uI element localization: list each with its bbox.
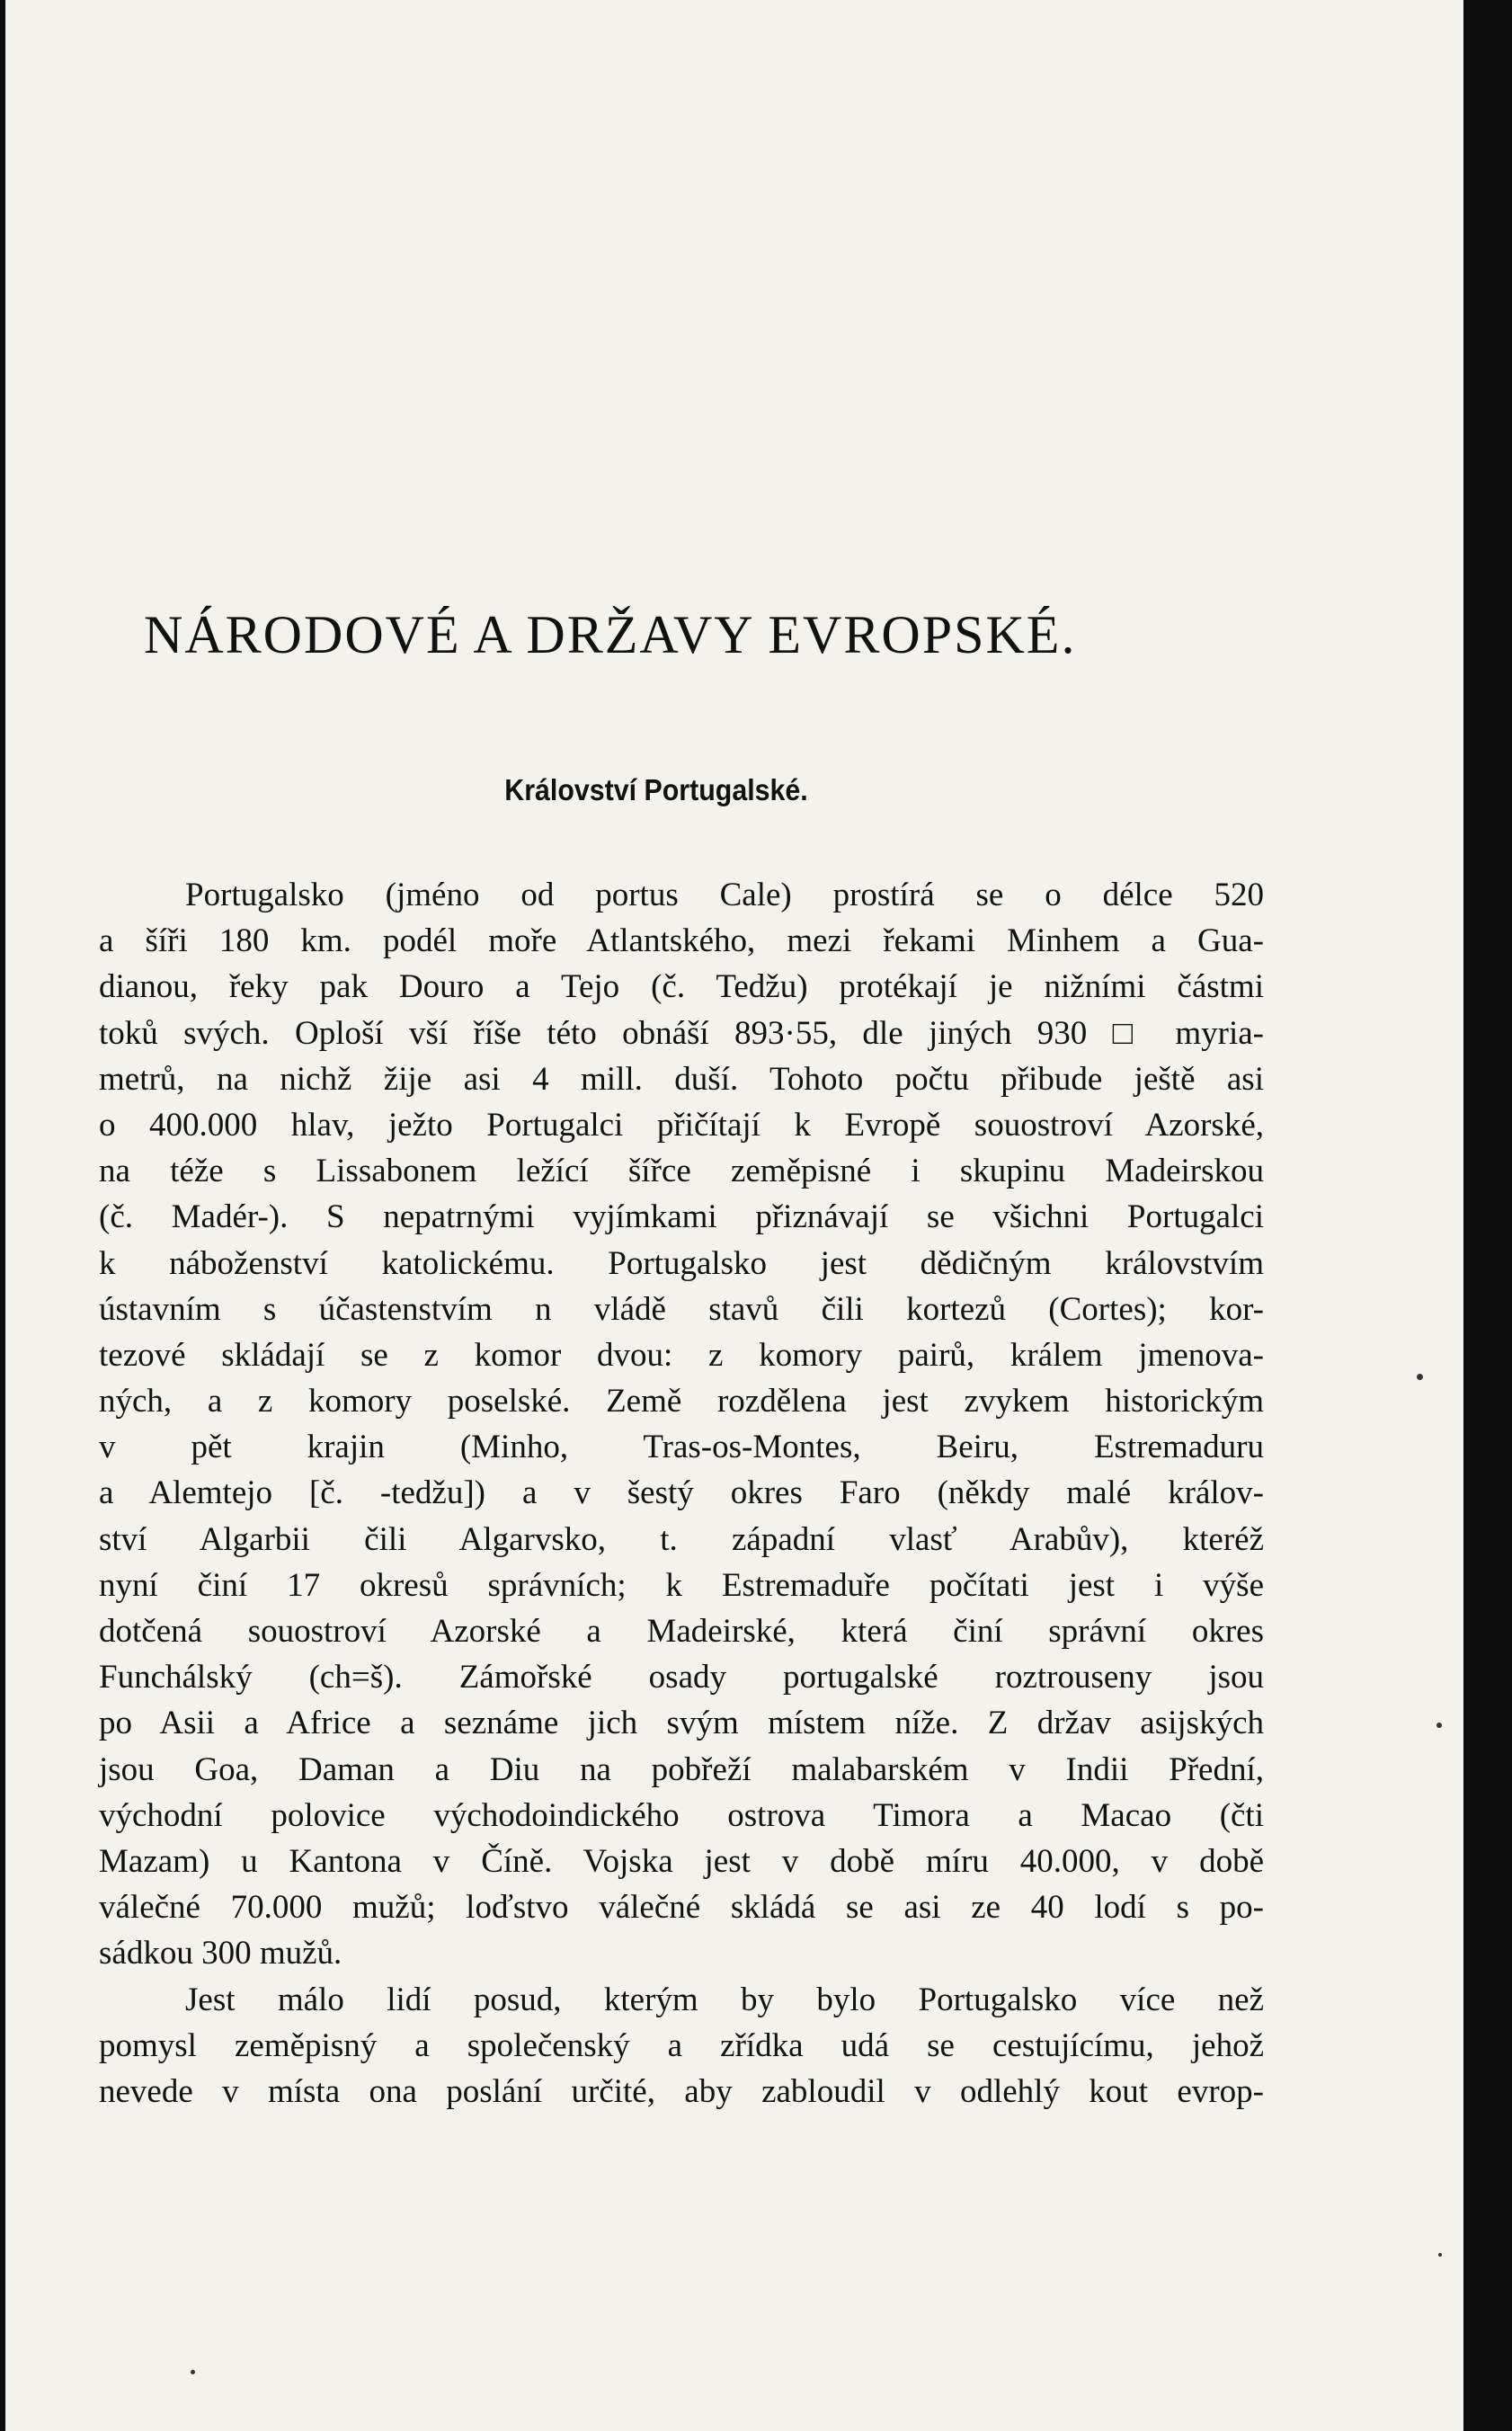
- text-line: tezové skládají se z komor dvou: z komory pairů, králem jmenova-: [99, 1336, 1264, 1374]
- text-line: válečné 70.000 mužů; loďstvo válečné skládá se asi ze 40 lodí s po-: [99, 1889, 1264, 1927]
- text-line: (č. Madér-). S nepatrnými vyjímkami přiznávají se všichni Portugalci: [99, 1198, 1264, 1236]
- text-line: nevede v místa ona poslání určité, aby zabloudil v odlehlý kout evrop-: [99, 2072, 1264, 2110]
- scan-speck: [1417, 1374, 1423, 1380]
- section-title: Království Portugalské.: [504, 773, 808, 806]
- body-text: [99, 872, 1264, 2115]
- text-line: po Asii a Africe a seznáme jich svým místem níže. Z držav asijských: [99, 1705, 1264, 1742]
- text-line: sádkou 300 mužů.: [99, 1935, 342, 1972]
- paragraph-2: [99, 1977, 1264, 2115]
- text-line: Jest málo lidí posud, kterým by bylo Portugalsko více než: [185, 1981, 1264, 2018]
- paragraph-1: [99, 872, 1264, 1977]
- text-line: východní polovice východoindického ostrova Timora a Macao (čti: [99, 1796, 1264, 1834]
- text-line: k náboženství katolickému. Portugalsko jest dědičným královstvím: [99, 1244, 1264, 1282]
- text-line: ných, a z komory poselské. Země rozdělena jest zvykem historickým: [99, 1383, 1264, 1420]
- text-line: jsou Goa, Daman a Diu na pobřeží malabarském v Indii Přední,: [99, 1750, 1264, 1788]
- text-line: Portugalsko (jméno od portus Cale) prostírá se o délce 520: [185, 877, 1264, 913]
- scan-speck: [1438, 2253, 1442, 2257]
- text-line: ství Algarbii čili Algarvsko, t. západní vlasť Arabův), kteréž: [99, 1520, 1264, 1558]
- text-line: a šíři 180 km. podél moře Atlantského, mezi řekami Minhem a Gua-: [99, 922, 1264, 960]
- text-line: na téže s Lissabonem ležící šířce zeměpisné i skupinu Madeirskou: [99, 1153, 1264, 1190]
- text-line: dotčená souostroví Azorské a Madeirské, která činí správní okres: [99, 1613, 1264, 1650]
- text-line: ústavním s účastenstvím n vládě stavů čili kortezů (Cortes); kor-: [99, 1290, 1264, 1328]
- text-line: pomysl zeměpisný a společenský a zřídka udá se cestujícímu, jehož: [99, 2026, 1264, 2064]
- text-line: Mazam) u Kantona v Číně. Vojska jest v době míru 40.000, v době: [99, 1842, 1264, 1880]
- text-line: o 400.000 hlav, ježto Portugalci přičítají k Evropě souostroví Azorské,: [99, 1106, 1264, 1144]
- text-line: nyní činí 17 okresů správních; k Estremaduře počítati jest i výše: [99, 1566, 1264, 1604]
- scan-speck: [1436, 1723, 1442, 1728]
- text-line: toků svých. Oploší vší říše této obnáší 893·55, dle jiných 930 □ myria-: [99, 1014, 1264, 1052]
- text-line: metrů, na nichž žije asi 4 mill. duší. Tohoto počtu přibude ještě asi: [99, 1060, 1264, 1098]
- text-line: v pět krajin (Minho, Tras-os-Montes, Beiru, Estremaduru: [99, 1429, 1264, 1466]
- main-title: NÁRODOVÉ A DRŽAVY EVROPSKÉ.: [144, 605, 1077, 664]
- text-line: Funchálský (ch=š). Zámořské osady portugalské roztrouseny jsou: [99, 1659, 1264, 1696]
- text-line: dianou, řeky pak Douro a Tejo (č. Tedžu) protékají je nižními částmi: [99, 968, 1264, 1006]
- scan-speck: [191, 2370, 195, 2374]
- book-page: [5, 0, 1463, 2431]
- text-line: a Alemtejo [č. -tedžu]) a v šestý okres Faro (někdy malé králov-: [99, 1474, 1264, 1512]
